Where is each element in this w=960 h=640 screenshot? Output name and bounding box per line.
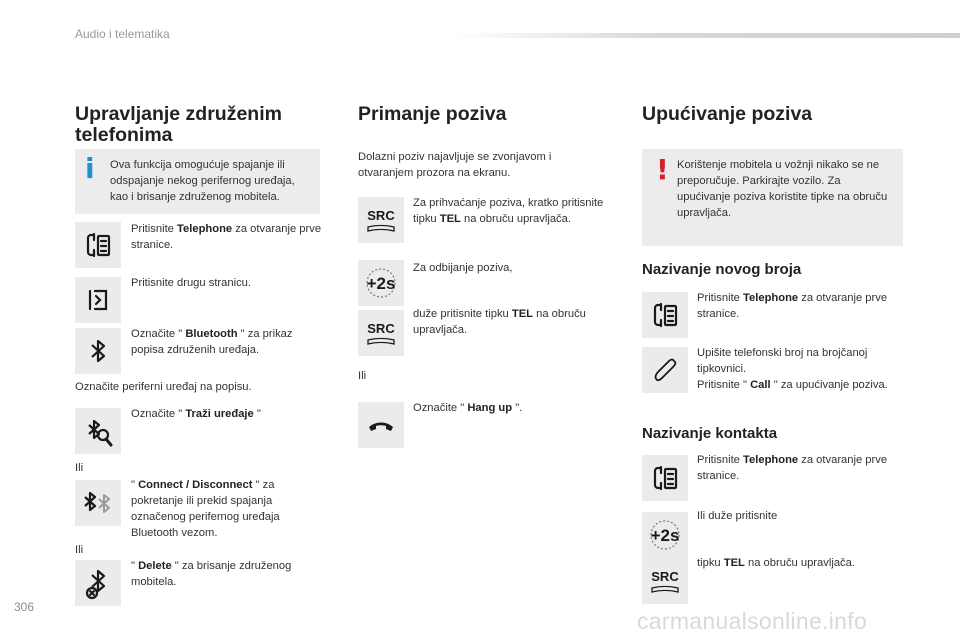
press-2s-icon [358, 260, 404, 306]
col2-title: Primanje poziva [358, 103, 507, 125]
col3-subtitle-2: Nazivanje kontakta [642, 425, 778, 442]
page-number: 306 [14, 600, 35, 614]
info-note-text: Ova funkcija omogućuje spajanje ili odspajanje nekog perifernog uređaja, kao i brisanje združenog mobitela. [110, 159, 295, 203]
col1-step3: Označite " Bluetooth " za prikaz popisa združenih uređaja. [131, 328, 293, 356]
svg-text:+2s: +2s [366, 274, 396, 293]
next-page-icon [75, 277, 121, 323]
info-icon: i [85, 152, 95, 185]
svg-text:+2s: +2s [650, 526, 680, 545]
src-button-icon-2 [358, 310, 404, 356]
col3-step5: tipku TEL na obruču upravljača. [697, 557, 855, 569]
bluetooth-delete-icon [75, 560, 121, 606]
col1-step7: " Delete " za brisanje združenog mobitela. [131, 560, 292, 588]
call-handset-icon [642, 347, 688, 393]
col2-step2: Za odbijanje poziva, [413, 262, 513, 274]
col1-title: Upravljanje združenim telefonima [75, 103, 282, 146]
bluetooth-search-icon [75, 408, 121, 454]
col3-step2: Upišite telefonski broj na brojčanoj tipkovnici. Pritisnite " Call " za upućivanje poziva. [697, 347, 888, 391]
col2-or-1: Ili [358, 370, 367, 382]
hang-up-icon [358, 402, 404, 448]
bluetooth-connect-icon [75, 480, 121, 526]
svg-text:SRC: SRC [651, 569, 679, 584]
header-rule [455, 33, 960, 38]
col3-step4: Ili duže pritisnite [697, 510, 778, 522]
svg-text:SRC: SRC [367, 321, 395, 336]
src-button-icon-3 [642, 558, 688, 604]
watermark: carmanualsonline.info [637, 608, 868, 634]
src-button-icon [358, 197, 404, 243]
telephone-icon-3 [642, 455, 688, 501]
press-2s-icon-2 [642, 512, 688, 558]
col3-step1: Pritisnite Telephone za otvaranje prve stranice. [697, 292, 888, 320]
telephone-icon-2 [642, 292, 688, 338]
col1-or-2: Ili [75, 544, 84, 556]
col1-step1: Pritisnite Telephone za otvaranje prve stranice. [131, 223, 322, 251]
col3-subtitle-1: Nazivanje novog broja [642, 261, 802, 278]
bluetooth-icon [75, 328, 121, 374]
col2-step1: Za prihvaćanje poziva, kratko pritisnite tipku TEL na obruču upravljača. [413, 197, 604, 225]
col3-title: Upućivanje poziva [642, 103, 813, 125]
col2-intro: Dolazni poziv najavljuje se zvonjavom i otvaranjem prozora na ekranu. [358, 151, 552, 179]
col3-step3: Pritisnite Telephone za otvaranje prve stranice. [697, 454, 888, 482]
section-header: Audio i telematika [75, 27, 170, 41]
info-note [75, 149, 320, 214]
col2-step4: Označite " Hang up ". [413, 402, 523, 414]
col2-step3: duže pritisnite tipku TEL na obruču upravljača. [413, 308, 586, 336]
col1-step2: Pritisnite drugu stranicu. [131, 277, 252, 289]
col1-or-1: Ili [75, 462, 84, 474]
col1-step4: Označite periferni uređaj na popisu. [75, 381, 252, 393]
warning-note [642, 149, 903, 246]
warning-note-text: Korištenje mobitela u vožnji nikako se ne preporučuje. Parkirajte vozilo. Za upućivanje poziva koristite tipke na obruču upravljača. [677, 159, 888, 219]
telephone-icon [75, 222, 121, 268]
col1-step6: " Connect / Disconnect " za pokretanje ili prekid spajanja označenog perifernog uređaja Bluetooth vezom. [131, 479, 280, 539]
warning-icon: ! [656, 153, 669, 186]
col1-step5: Označite " Traži uređaje " [131, 408, 261, 420]
svg-text:SRC: SRC [367, 208, 395, 223]
